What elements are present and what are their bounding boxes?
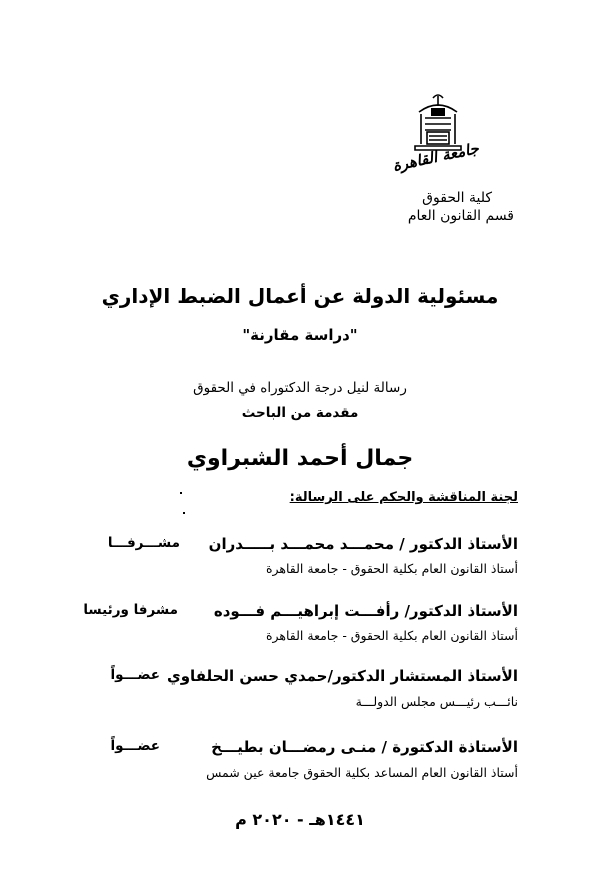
university-name-script: جامعة القاهرة (391, 139, 481, 175)
member-affiliation: أستاذ القانون العام بكلية الحقوق - جامعة القاهرة (265, 561, 518, 576)
member-name: الأستاذ الدكتور / محمـــد محمـــد بـــــدران (208, 535, 518, 553)
faculty-name: كلية الحقوق (422, 190, 492, 206)
member-role: عضـــواً (110, 738, 160, 754)
member-affiliation: نائـــب رئيـــس مجلس الدولـــة (355, 694, 518, 709)
thesis-purpose: رسالة لنيل درجة الدكتوراه في الحقوق (193, 380, 407, 396)
member-name: الأستاذ الدكتور/ رأفـــت إبراهيـــم فـــوده (213, 602, 518, 620)
presented-by: مقدمة من الباحث (241, 405, 359, 421)
scan-speck (180, 492, 182, 494)
author-name: جمال أحمد الشبراوي (186, 446, 414, 471)
thesis-subtitle: "دراسة مقارنة" (242, 326, 358, 344)
committee-heading: لجنة المناقشة والحكم على الرسالة: (289, 490, 518, 505)
member-name: الأستاذ المستشار الدكتور/حمدي حسن الحلفاوي (166, 667, 518, 685)
member-role: عضـــواً (110, 667, 160, 683)
scan-speck (183, 512, 185, 514)
member-name: الأستاذة الدكتورة / منـى رمضـــان بطيـــخ (211, 738, 518, 756)
member-role: مشرفا ورئيسا (83, 602, 178, 618)
department-name: قسم القانون العام (407, 208, 514, 224)
member-affiliation: أستاذ القانون العام بكلية الحقوق - جامعة القاهرة (265, 628, 518, 643)
thesis-title: مسئولية الدولة عن أعمال الضبط الإداري (101, 284, 499, 308)
member-affiliation: أستاذ القانون العام المساعد بكلية الحقوق جامعة عين شمس (206, 765, 518, 780)
member-role: مشـــرفـــا (107, 535, 180, 551)
submission-date: ١٤٤١هـ - ٢٠٢٠ م (235, 810, 365, 829)
